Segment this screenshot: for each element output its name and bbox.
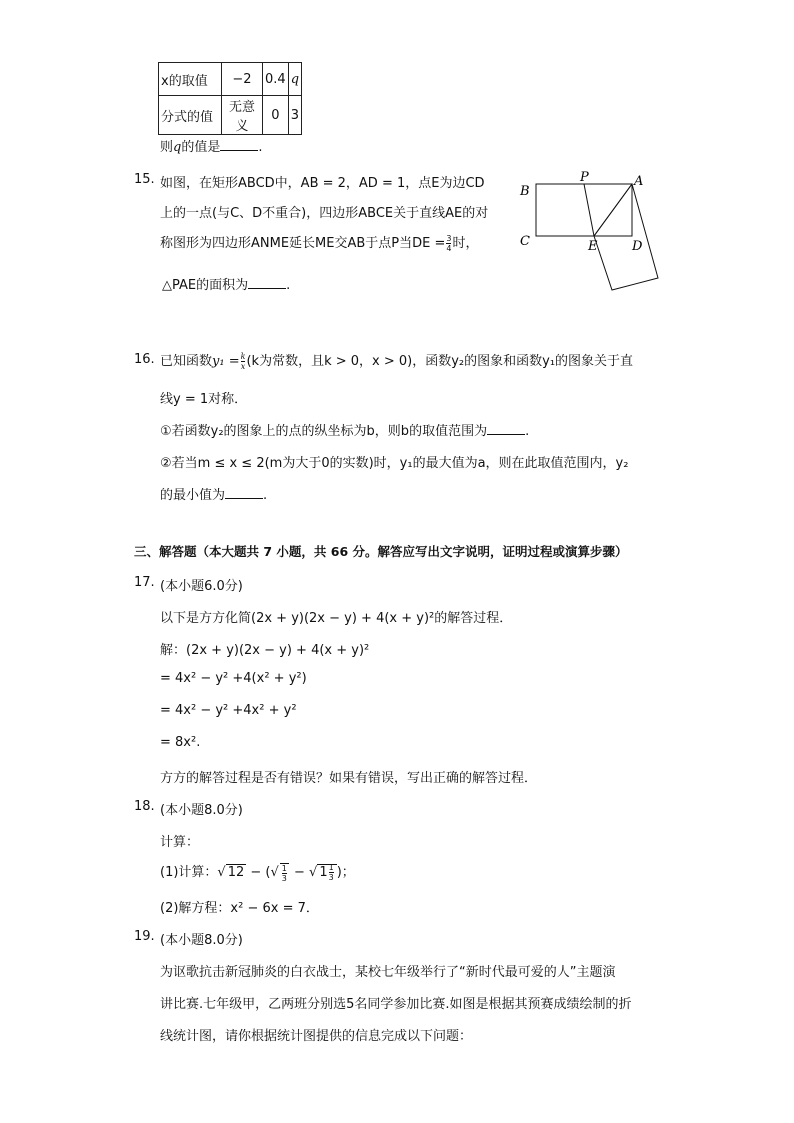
question-number: 17.	[134, 575, 155, 590]
q18-part1-end: )；	[336, 865, 355, 880]
q15-line2: 上的一点(与C、D不重合)，四边形ABCE关于直线AE的对	[160, 206, 489, 221]
question-number: 15.	[134, 172, 155, 187]
q15-line4-text: △PAE的面积为	[162, 278, 249, 293]
label-c: C	[520, 234, 530, 249]
q18-part1-label: (1)计算：√	[160, 865, 226, 880]
q14-var: q	[173, 140, 182, 155]
q16-line5	[160, 484, 267, 503]
table-row	[159, 96, 302, 135]
fraction-numerator: 1	[328, 863, 334, 872]
radicand	[317, 864, 336, 880]
score-label: (本小题8.0分)	[160, 803, 243, 818]
score-label: (本小题8.0分)	[160, 933, 243, 948]
label-d: D	[632, 239, 643, 254]
q16-end: .	[263, 488, 268, 503]
score-label: (本小题6.0分)	[160, 579, 243, 594]
q15-line3-end: 时，	[452, 236, 479, 251]
q15-end: .	[286, 278, 291, 293]
fraction-denominator: 3	[328, 873, 334, 882]
q18-intro: 计算：	[160, 835, 200, 850]
question-number: 19.	[134, 929, 155, 944]
function-y1: y₁ =	[212, 354, 240, 369]
q17-step: = 4x² − y² +4(x² + y²)	[160, 671, 307, 686]
radicand: 12	[227, 865, 245, 880]
q16-line4: ②若当m ≤ x ≤ 2(m为大于0的实数)时，y₁的最大值为a，则在此取值范围内，y₂	[160, 456, 629, 471]
question-number: 18.	[134, 799, 155, 814]
q17-step: = 8x².	[160, 735, 201, 750]
q17-step: 解：(2x + y)(2x − y) + 4(x + y)²	[160, 643, 370, 658]
q14-suffix: 的值是	[181, 140, 221, 155]
q15-line4	[162, 274, 290, 293]
q19-line3: 线统计图，请你根据统计图提供的信息完成以下问题：	[160, 1029, 473, 1044]
label-a: A	[634, 174, 644, 189]
table-cell: 0.4	[263, 63, 289, 96]
q15-line3-text: 称图形为四边形ANME延长ME交AB于点P当DE =	[160, 236, 446, 251]
rectangle-abcd	[536, 184, 632, 236]
q14-prefix: 则	[160, 140, 174, 155]
q16-line3-text: ①若函数y₂的图象上的点的纵坐标为b，则b的取值范围为	[160, 424, 488, 439]
table-cell: −2	[222, 63, 263, 96]
table-row	[159, 63, 302, 96]
q18-part1	[160, 861, 355, 883]
fraction-numerator: 3	[446, 234, 452, 243]
q16-line1-text: 已知函数	[160, 354, 213, 369]
segment-pe	[584, 184, 594, 236]
q16-end: .	[525, 424, 530, 439]
answer-blank	[248, 276, 286, 289]
q14-end: .	[258, 140, 263, 155]
q18-part2: (2)解方程：x² − 6x = 7．	[160, 901, 319, 916]
q15-line1: 如图，在矩形ABCD中，AB = 2，AD = 1，点E为边CD	[160, 176, 485, 191]
q19-line2: 讲比赛.七年级甲，乙两班分别选5名同学参加比赛.如图是根据其预赛成绩绘制的折	[160, 997, 632, 1012]
segment-ae	[594, 184, 632, 236]
label-b: B	[520, 184, 530, 199]
answer-blank	[220, 138, 258, 151]
q16-line1	[160, 350, 633, 371]
q17-question: 方方的解答过程是否有错误？如果有错误，写出正确的解答过程．	[160, 771, 538, 786]
q16-line3	[160, 420, 529, 439]
q16-line1-rest: (k为常数，且k > 0，x > 0)，函数y₂的图象和函数y₁的图象关于直	[246, 354, 634, 369]
table-cell: 3	[288, 96, 301, 135]
table-cell: 无意义	[222, 96, 263, 135]
q19-line1: 为讴歌抗击新冠肺炎的白衣战士，某校七年级举行了“新时代最可爱的人”主题演	[160, 965, 616, 980]
mixed-whole: 1	[319, 865, 328, 880]
q16-line2: 线y = 1对称．	[160, 392, 248, 407]
fraction-numerator: 1	[281, 863, 287, 873]
q15-line3	[160, 232, 479, 253]
section-heading: 三、解答题（本大题共 7 小题，共 66 分。解答应写出文字说明，证明过程或演算步骤）	[134, 544, 628, 559]
answer-blank	[487, 422, 525, 435]
fraction-numerator: k	[240, 352, 246, 361]
q16-line5-text: 的最小值为	[160, 488, 226, 503]
answer-blank	[225, 486, 263, 499]
label-p: P	[580, 170, 589, 185]
question-number: 16.	[134, 352, 155, 367]
table-cell: 0	[263, 96, 289, 135]
fraction	[446, 234, 451, 253]
rectangle-fold-figure	[512, 166, 672, 300]
q14-answer-line	[160, 136, 263, 155]
fraction	[329, 863, 334, 882]
fraction-denominator: x	[240, 362, 246, 371]
fraction-denominator: 3	[281, 873, 287, 883]
q17-step: = 4x² − y² +4x² + y²	[160, 703, 297, 718]
folded-quadrilateral	[594, 184, 658, 290]
table-cell: 分式的值	[159, 96, 222, 135]
fraction	[280, 863, 289, 883]
fraction-denominator: 4	[446, 244, 452, 253]
fraction	[241, 352, 246, 371]
table-cell: q	[288, 63, 301, 96]
label-e: E	[588, 239, 598, 254]
q17-intro: 以下是方方化简(2x + y)(2x − y) + 4(x + y)²的解答过程．	[160, 611, 513, 626]
table-cell: x的取值	[159, 63, 222, 96]
value-table	[158, 62, 302, 135]
q18-part1-op: − √	[289, 865, 318, 880]
q18-part1-op: − (√	[246, 865, 279, 880]
